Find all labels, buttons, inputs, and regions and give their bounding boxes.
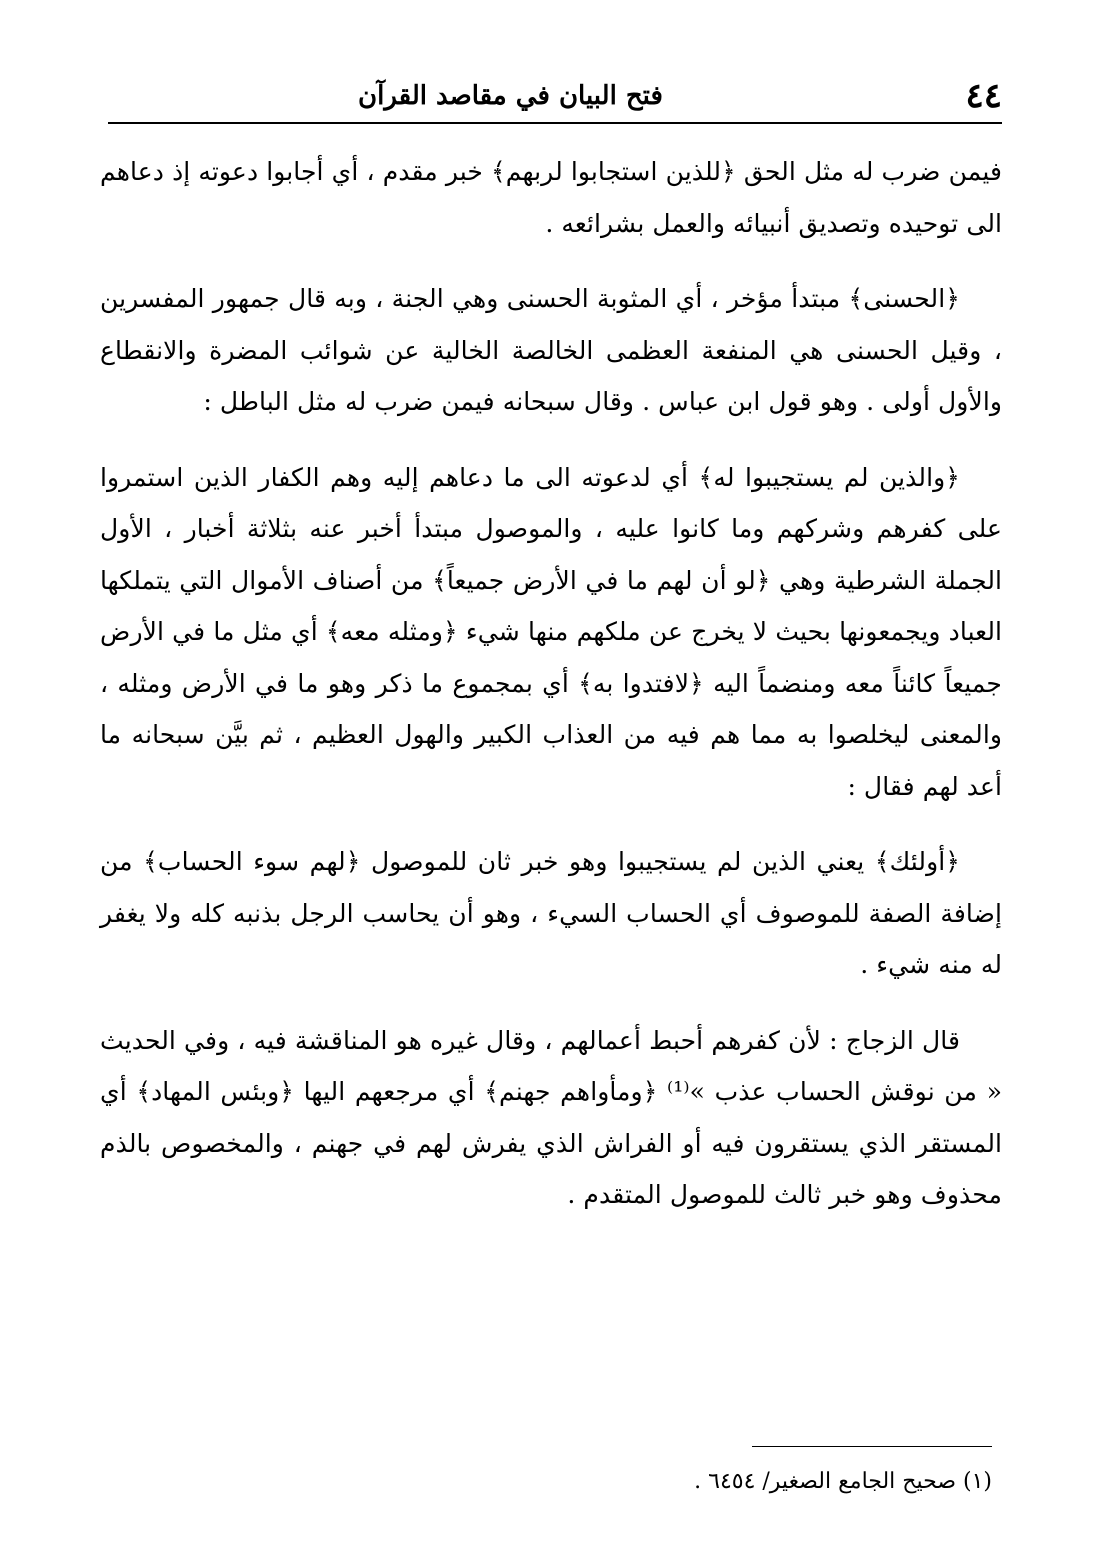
paragraph: فيمن ضرب له مثل الحق ﴿للذين استجابوا لربهم﴾ خبر مقدم ، أي أجابوا دعوته إذ دعاهم الى توحيده وتصديق أنبيائه والعمل بشرائعه . bbox=[100, 157, 1002, 238]
running-title: فتح البيان في مقاصد القرآن bbox=[358, 81, 663, 111]
paragraph: ﴿والذين لم يستجيبوا له﴾ أي لدعوته الى ما دعاهم إليه وهم الكفار الذين استمروا على كفرهم وشركهم وما كانوا عليه ، والموصول مبتدأ أخبر عنه بثلاثة أخبار ، الأول الجملة الشرطية وهي ﴿لو أن لهم ما في الأرض جميعاً﴾ من أصناف الأموال التي يتملكها العباد ويجمعونها بحيث لا يخرج عن ملكهم منها شيء ﴿ومثله معه﴾ أي مثل ما في الأرض جميعاً كائناً معه ومنضماً اليه ﴿لافتدوا به﴾ أي بمجموع ما ذكر وهو ما في الأرض ومثله ، والمعنى ليخلصوا به مما هم فيه من العذاب الكبير والهول العظيم ، ثم بيَّن سبحانه ما أعد لهم فقال : bbox=[100, 462, 1002, 801]
page-number: ٤٤ bbox=[965, 76, 1002, 116]
body-text bbox=[100, 146, 1002, 1245]
paragraph: ﴿أولئك﴾ يعني الذين لم يستجيبوا وهو خبر ثان للموصول ﴿لهم سوء الحساب﴾ من إضافة الصفة للموصوف أي الحساب السيء ، وهو أن يحاسب الرجل بذنبه كله ولا يغفر له منه شيء . bbox=[100, 847, 1002, 979]
paragraph: قال الزجاج : لأن كفرهم أحبط أعمالهم ، وقال غيره هو المناقشة فيه ، وفي الحديث « من نوقش الحساب عذب »⁽¹⁾ ﴿ومأواهم جهنم﴾ أي مرجعهم اليها ﴿وبئس المهاد﴾ أي المستقر الذي يستقرون فيه أو الفراش الذي يفرش لهم في جهنم ، والمخصوص بالذم محذوف وهو خبر ثالث للموصول المتقدم . bbox=[100, 1025, 1002, 1209]
footnote: (١) صحيح الجامع الصغير/ ٦٤٥٤ . bbox=[694, 1469, 992, 1494]
paragraph: ﴿الحسنى﴾ مبتدأ مؤخر ، أي المثوبة الحسنى وهي الجنة ، وبه قال جمهور المفسرين ، وقيل الحسنى هي المنفعة العظمى الخالصة الخالية عن شوائب المضرة والانقطاع والأول أولى . وهو قول ابن عباس . وقال سبحانه فيمن ضرب له مثل الباطل : bbox=[100, 284, 1002, 416]
page-header bbox=[108, 70, 1002, 122]
footnote-divider bbox=[752, 1446, 992, 1447]
header-divider bbox=[108, 122, 1002, 124]
